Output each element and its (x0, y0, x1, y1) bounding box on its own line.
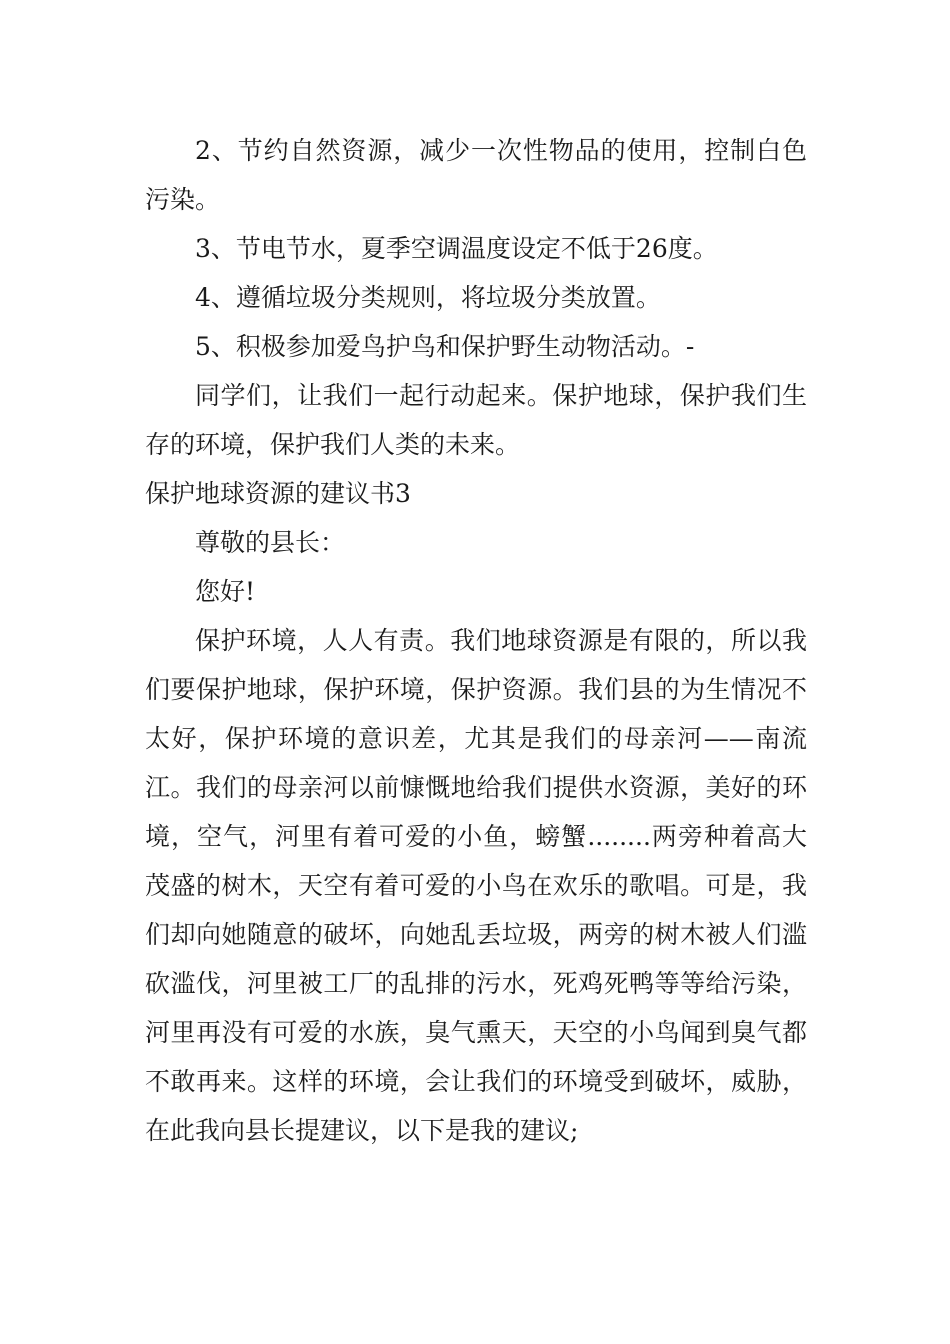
list-item-bird-protection: 5、积极参加爱鸟护鸟和保护野生动物活动。- (195, 332, 695, 361)
section-title: 保护地球资源的建议书3 (145, 479, 411, 508)
body-paragraph: 保护环境，人人有责。我们地球资源是有限的，所以我们要保护地球，保护环境，保护资源。我们县的为生情况不太好，保护环境的意识差，尤其是我们的母亲河——南流江。我们的母亲河以前慷慨地给我们提供水资源，美好的环境，空气，河里有着可爱的小鱼，螃蟹........两旁种着高大茂盛的树木，天空有着可爱的小鸟在欢乐的歌唱。可是，我们却向她随意的破坏，向她乱丢垃圾，两旁的树木被人们滥砍滥伐，河里被工厂的乱排的污水，死鸡死鸭等等给污染，河里再没有可爱的水族，臭气熏天，天空的小鸟闻到臭气都不敢再来。这样的环境，会让我们的环境受到破坏，威胁，在此我向县长提建议，以下是我的建议; (145, 626, 807, 1145)
salutation: 尊敬的县长： (195, 528, 346, 557)
document-page (145, 126, 807, 1155)
list-item-water-power: 3、节电节水，夏季空调温度设定不低于26度。 (195, 234, 718, 263)
greeting: 您好! (195, 577, 256, 606)
closing-paragraph: 同学们，让我们一起行动起来。保护地球，保护我们生存的环境，保护我们人类的未来。 (145, 381, 807, 459)
list-item-energy: 2、节约自然资源，减少一次性物品的使用，控制白色污染。 (145, 136, 807, 214)
list-item-garbage-sorting: 4、遵循垃圾分类规则，将垃圾分类放置。 (195, 283, 661, 312)
